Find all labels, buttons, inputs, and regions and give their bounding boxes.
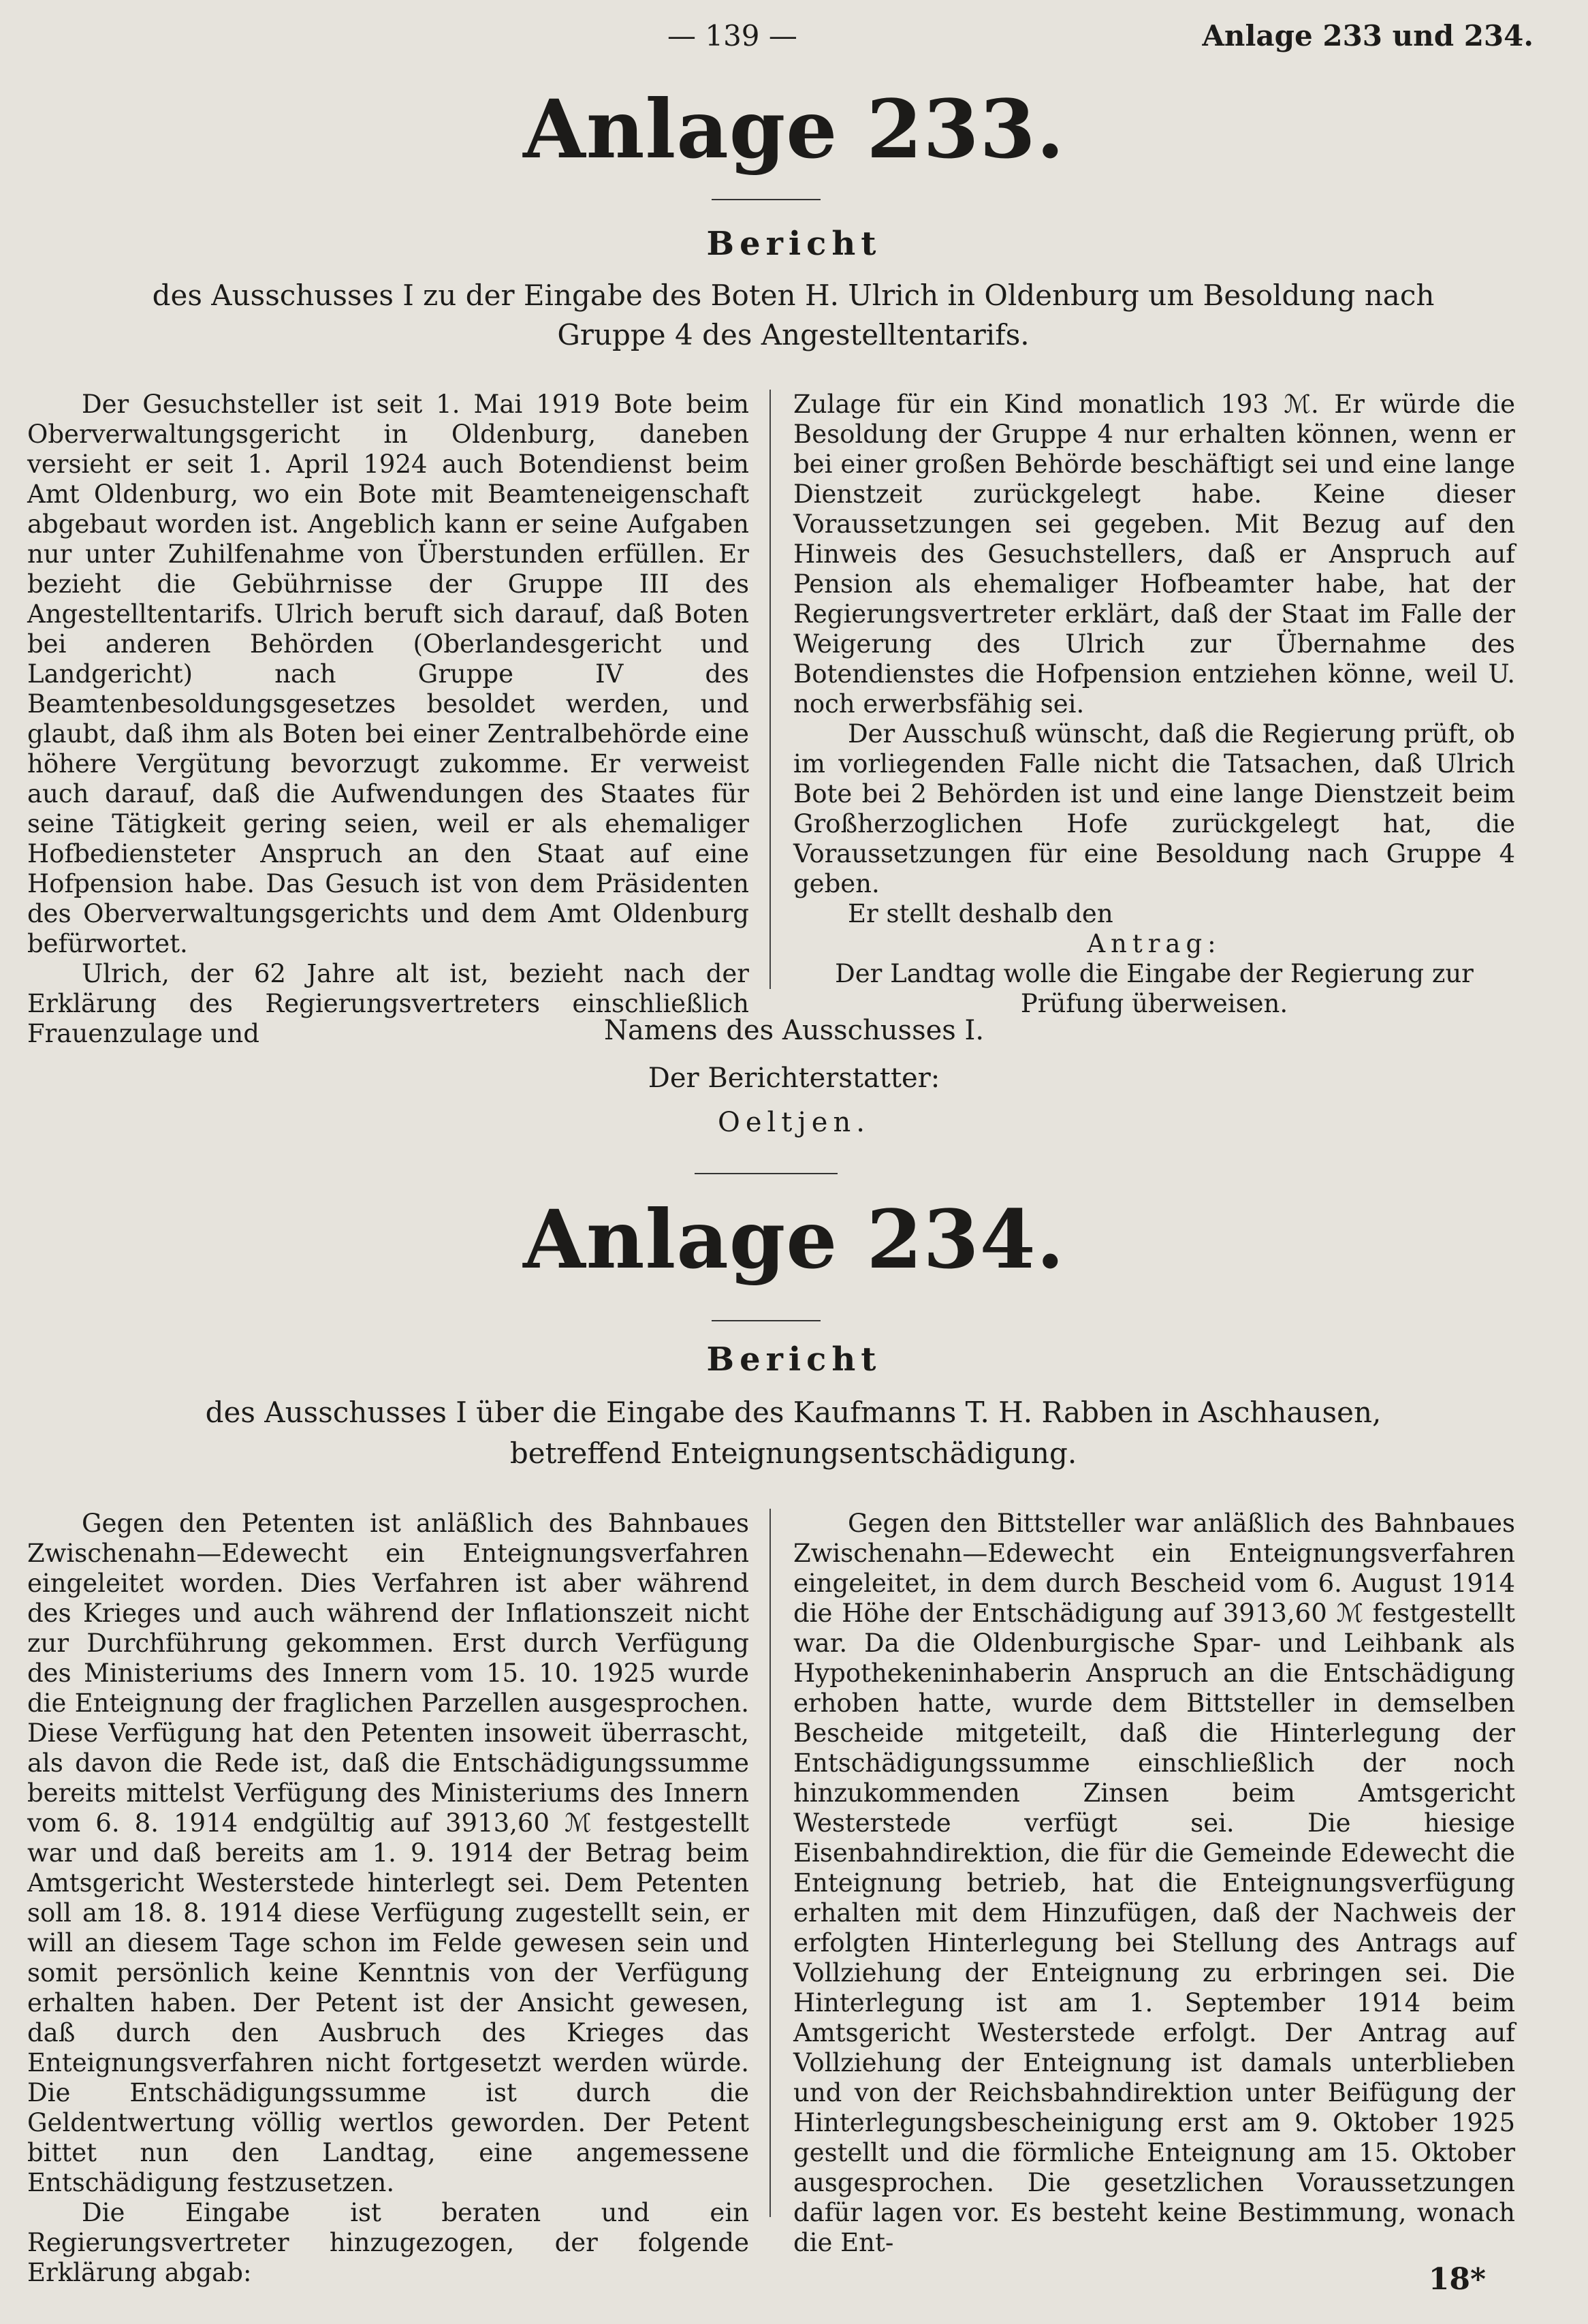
signature-role: Der Berichterstatter: [648,1063,940,1094]
paragraph: Zulage für ein Kind monatlich 193 ℳ. Er würde die Besoldung der Gruppe 4 nur erhalten können, wenn er bei einer großen Behörde beschäftigt sei und eine lange Dienstzeit zurückgelegt habe. Keine dieser Voraussetzungen sei gegeben. Mit Bezug auf den Hinweis des Gesuchstellers, daß er Anspruch auf Pension als ehemaliger Hofbeamter habe, hat der Regierungsvertreter erklärt, daß der Staat im Falle der Weigerung des Ulrich zur Übernahme des Botendienstes die Hofpension entziehen könne, weil U. noch erwerbsfähig sei. [793,390,1515,719]
anlage-234-left-column [27,1509,749,2288]
paragraph: Gegen den Bittsteller war anläßlich des Bahnbaues Zwischenahn—Edewecht ein Enteignungsverfahren eingeleitet, in dem durch Bescheid vom 6. August 1914 die Höhe der Entschädigung auf 3913,60 ℳ festgestellt war. Da die Oldenburgische Spar- und Leihbank als Hypothekeninhaberin Anspruch an die Entschädigung erhoben hatte, wurde dem Bittsteller in demselben Bescheide mitgeteilt, daß die Hinterlegung der Entschädigungssumme einschließlich der noch hinzukommenden Zinsen beim Amtsgericht Westerstede verfügt sei. Die hiesige Eisenbahndirektion, die für die Gemeinde Edewecht die Enteignung betrieb, hat die Enteignungsverfügung erhalten mit dem Hinzufügen, daß der Nachweis der erfolgten Hinterlegung bei Stellung des Antrags auf Vollziehung der Enteignung zu erbringen sei. Die Hinterlegung ist am 1. September 1914 beim Amtsgericht Westerstede erfolgt. Der Antrag auf Vollziehung der Enteignung ist damals unterblieben und von der Reichsbahndirektion unter Beifügung der Hinterlegungsbescheinigung erst am 9. Oktober 1925 gestellt und die förmliche Enteignung am 15. Oktober ausgesprochen. Die gesetzlichen Voraussetzungen dafür lagen vor. Es besteht keine Bestimmung, wonach die Ent- [793,1509,1515,2257]
paragraph: Der Gesuchsteller ist seit 1. Mai 1919 Bote beim Oberverwaltungsgericht in Oldenburg, daneben versieht er seit 1. April 1924 auch Botendienst beim Amt Oldenburg, wo ein Bote mit Beamteneigenschaft abgebaut worden ist. Angeblich kann er seine Aufgaben nur unter Zuhilfenahme von Überstunden erfüllen. Er bezieht die Gebührnisse der Gruppe III des Angestelltentarifs. Ulrich beruft sich darauf, daß Boten bei anderen Behörden (Oberlandesgericht und Landgericht) nach Gruppe IV des Beamtenbesoldungsgesetzes besoldet werden, und glaubt, daß ihm als Boten bei einer Zentralbehörde eine höhere Vergütung bevorzugt zukomme. Er verweist auch darauf, daß die Aufwendungen des Staates für seine Tätigkeit gering seien, weil er als ehemaliger Hofbediensteter Anspruch an den Staat auf eine Hofpension habe. Das Gesuch ist von dem Präsidenten des Oberverwaltungsgerichts und dem Amt Oldenburg befürwortet. [27,390,749,958]
column-divider [769,1509,771,2217]
paragraph: Ulrich, der 62 Jahre alt ist, bezieht nach der Erklärung des Regierungsvertreters einschließlich Frauenzulage und [27,959,749,1048]
anlage-234-subtitle-line1: des Ausschusses I über die Eingabe des Kaufmanns T. H. Rabben in Aschhausen, [205,1396,1382,1429]
paragraph: Die Eingabe ist beraten und ein Regierungsvertreter hinzugezogen, der folgende Erklärung abgab: [27,2198,749,2287]
anlage-233-title: Anlage 233. [523,82,1065,176]
antrag-label: Antrag: [1087,929,1222,958]
signature-mark: 18* [1428,2262,1486,2297]
anlage-234-bericht-heading: Bericht [706,1340,882,1379]
paragraph: Der Ausschuß wünscht, daß die Regierung prüft, ob im vorliegenden Falle nicht die Tatsachen, daß Ulrich Bote bei 2 Behörden ist und eine lange Dienstzeit beim Großherzoglichen Hofe zurückgelegt hat, die Voraussetzungen für eine Besoldung nach Gruppe 4 geben. [793,719,1515,898]
anlage-234-title: Anlage 234. [523,1192,1065,1287]
title-divider [712,199,821,200]
signature-namens: Namens des Ausschusses I. [603,1015,985,1046]
paragraph: Er stellt deshalb den [848,899,1113,928]
anlage-233-bericht-heading: Bericht [706,225,882,263]
page-number: — 139 — [667,19,797,52]
paragraph: Gegen den Petenten ist anläßlich des Bahnbaues Zwischenahn—Edewecht ein Enteignungsverfahren eingeleitet worden. Dies Verfahren ist aber während des Krieges und auch während der Inflationszeit nicht zur Durchführung gekommen. Erst durch Verfügung des Ministeriums des Innern vom 15. 10. 1925 wurde die Enteignung der fraglichen Parzellen ausgesprochen. Diese Verfügung hat den Petenten insoweit überrascht, als davon die Rede ist, daß die Entschädigungssumme bereits mittelst Verfügung des Ministeriums des Innern vom 6. 8. 1914 endgültig auf 3913,60 ℳ festgestellt war und daß bereits am 1. 9. 1914 der Betrag beim Amtsgericht Westerstede hinterlegt sei. Dem Petenten soll am 18. 8. 1914 diese Verfügung zugestellt sein, er will an diesem Tage schon im Felde gewesen sein und somit persönlich keine Kenntnis von der Verfügung erhalten haben. Der Petent ist der Ansicht gewesen, daß durch den Ausbruch des Krieges das Enteignungsverfahren nicht fortgesetzt werden würde. Die Entschädigungssumme ist durch die Geldentwertung völlig wertlos geworden. Der Petent bittet nun den Landtag, eine angemessene Entschädigung festzusetzen. [27,1509,749,2197]
antrag-text: Der Landtag wolle die Eingabe der Regierung zur Prüfung überweisen. [835,959,1474,1018]
section-divider [695,1173,838,1174]
anlage-234-right-column [793,1509,1515,2258]
anlage-233-left-column [27,390,749,1049]
running-head: Anlage 233 und 234. [1202,19,1534,52]
anlage-233-subtitle: des Ausschusses I zu der Eingabe des Boten H. Ulrich in Oldenburg um Besoldung nach Gruppe 4 des Angestelltentarifs. [152,279,1435,351]
page-header [0,19,1588,60]
title-divider [712,1320,821,1321]
anlage-234-subtitle-line2: betreffend Enteignungsentschädigung. [509,1436,1077,1470]
column-divider [769,390,771,989]
anlage-233-right-column [793,390,1515,1019]
signature-name: Oeltjen. [718,1107,870,1138]
